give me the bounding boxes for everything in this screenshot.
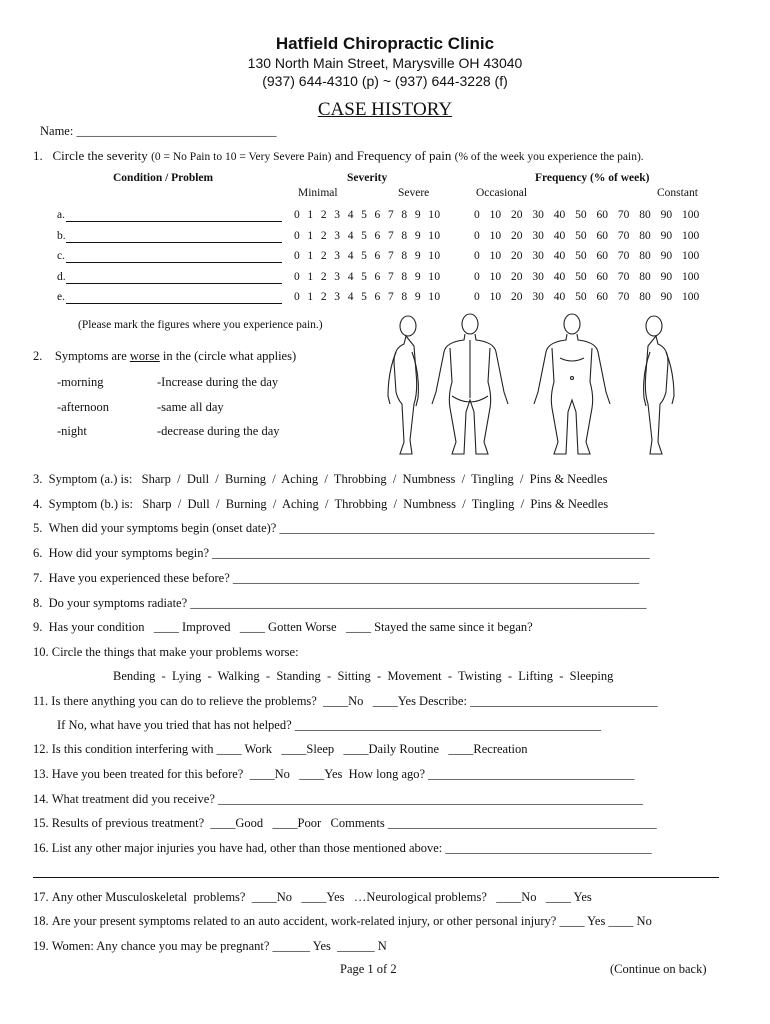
question-text: Are your present symptoms related to an auto accident, work-related injury, or other personal injury? ____ Yes ____ No [51,914,652,928]
question-number: 8. [33,596,43,610]
severe-label: Severe [398,187,430,199]
row-label: a. [57,209,65,221]
row-label: e. [57,291,65,303]
question-number: 19. [33,939,49,953]
question-number: 7. [33,571,43,585]
option-morning[interactable]: -morning [57,375,104,389]
question-text: Symptom (a.) is: Sharp / Dull / Burning / Aching / Throbbing / Numbness / Tingling / Pins & Needles [48,472,608,486]
row-label: c. [57,250,65,262]
question-number: 9. [33,620,43,634]
question-number: 13. [33,767,49,781]
q1-text-c: and Frequency of pain [334,148,452,163]
question-5[interactable] [33,521,654,536]
question-text: Women: Any chance you may be pregnant? ______ Yes ______ N [51,939,387,953]
question-3[interactable] [33,472,607,487]
name-field[interactable]: Name: ________________________________ [40,124,277,138]
q2-number: 2. [33,349,43,363]
question-text: Is this condition interfering with ____ Work ____Sleep ____Daily Routine ____Recreation [51,742,528,756]
question-number: 5. [33,521,43,535]
condition-input-line[interactable] [66,303,282,304]
severity-scale[interactable]: 0 1 2 3 4 5 6 7 8 9 10 [294,230,441,242]
question-text: Any other Musculoskeletal problems? ____No ____Yes …Neurological problems? ____No ____ Yes [51,890,592,904]
q1-text-a: Circle the severity [52,148,148,163]
clinic-phone: (937) 644-4310 (p) ~ (937) 644-3228 (f) [262,73,508,89]
question-13[interactable] [33,767,634,782]
question-16-extra-line[interactable] [33,877,719,878]
question-number: 18. [33,914,49,928]
question-10 [33,645,299,660]
question-7[interactable] [33,571,639,586]
question-text: Is there anything you can do to relieve the problems? ____No ____Yes Describe: ______________________________ [51,694,658,708]
q1-text-b: (0 = No Pain to 10 = Very Severe Pain) [151,151,332,163]
body-figure-side-left[interactable] [388,316,418,454]
form-title: CASE HISTORY [317,99,453,120]
option-increase[interactable]: -Increase during the day [157,375,279,389]
question-text: What treatment did you receive? ____________________________________________________________________ [51,792,643,806]
frequency-scale[interactable]: 0 10 20 30 40 50 60 70 80 90 100 [474,250,700,262]
question-number: 17. [33,890,49,904]
severity-scale[interactable]: 0 1 2 3 4 5 6 7 8 9 10 [294,250,441,262]
option-night[interactable]: -night [57,424,87,438]
occasional-label: Occasional [476,187,528,199]
condition-input-line[interactable] [66,242,282,243]
question-text: List any other major injuries you have had, other than those mentioned above: _________________________________ [51,841,652,855]
question-8[interactable] [33,596,647,611]
body-figure-back[interactable] [432,314,508,454]
q2-worse: worse [129,349,160,363]
frequency-scale[interactable]: 0 10 20 30 40 50 60 70 80 90 100 [474,209,700,221]
question-text: Do your symptoms radiate? _________________________________________________________________________ [48,596,647,610]
continue-note: (Continue on back) [610,962,707,976]
question-number: 12. [33,742,49,756]
frequency-scale[interactable]: 0 10 20 30 40 50 60 70 80 90 100 [474,230,700,242]
condition-input-line[interactable] [66,221,282,222]
option-afternoon[interactable]: -afternoon [57,400,110,414]
question-number: 15. [33,816,49,830]
clinic-name: Hatfield Chiropractic Clinic [275,34,495,53]
body-diagram[interactable] [368,312,698,462]
question-12[interactable] [33,742,528,757]
constant-label: Constant [657,187,698,199]
option-same[interactable]: -same all day [157,400,224,414]
question-text: Have you experienced these before? _________________________________________________________________ [48,571,640,585]
question-number: 3. [33,472,43,486]
col-severity-header: Severity [347,172,388,184]
question-number: 6. [33,546,43,560]
page-number: Page 1 of 2 [340,962,397,976]
question-number: 10. [33,645,49,659]
q2-text-a: Symptoms are [54,349,127,363]
question-18[interactable] [33,914,652,929]
row-label: d. [57,271,66,283]
q1-number: 1. [33,148,43,163]
severity-scale[interactable]: 0 1 2 3 4 5 6 7 8 9 10 [294,291,441,303]
question-number: 11. [33,694,49,708]
col-condition-header: Condition / Problem [113,172,214,184]
frequency-scale[interactable]: 0 10 20 30 40 50 60 70 80 90 100 [474,291,700,303]
question-text: How did your symptoms begin? ______________________________________________________________________ [48,546,650,560]
question-19[interactable] [33,939,387,954]
pain-figures-note: (Please mark the figures where you experience pain.) [78,319,323,331]
row-label: b. [57,230,66,242]
body-figure-front[interactable] [534,314,610,454]
severity-scale[interactable]: 0 1 2 3 4 5 6 7 8 9 10 [294,271,441,283]
col-frequency-header: Frequency (% of week) [535,172,650,184]
frequency-scale[interactable]: 0 10 20 30 40 50 60 70 80 90 100 [474,271,700,283]
minimal-label: Minimal [298,187,338,199]
q2-line [33,349,296,364]
question-number: 14. [33,792,49,806]
question-11[interactable] [33,694,658,709]
worse-activities-options[interactable]: Bending - Lying - Walking - Standing - Sitting - Movement - Twisting - Lifting - Sleeping [113,669,614,683]
question-text: Results of previous treatment? ____Good ____Poor Comments ___________________________________________ [51,816,657,830]
severity-scale[interactable]: 0 1 2 3 4 5 6 7 8 9 10 [294,209,441,221]
question-text: When did your symptoms begin (onset date)? ____________________________________________________________ [48,521,655,535]
condition-input-line[interactable] [66,283,282,284]
question-text: Have you been treated for this before? ____No ____Yes How long ago? _________________________________ [51,767,635,781]
question-text: Symptom (b.) is: Sharp / Dull / Burning / Aching / Throbbing / Numbness / Tingling / Pins & Needles [48,497,609,511]
question-4[interactable] [33,497,608,512]
question-9[interactable] [33,620,533,635]
q2-text-b: in the (circle what applies) [162,349,297,363]
question-number: 4. [33,497,43,511]
q1-text-d: (% of the week you experience the pain). [454,151,644,163]
question-15[interactable] [33,816,657,831]
question-17[interactable] [33,890,592,905]
option-decrease[interactable]: -decrease during the day [157,424,280,438]
condition-input-line[interactable] [66,262,282,263]
question-16[interactable] [33,841,652,856]
q1-line [33,148,644,164]
question-number: 16. [33,841,49,855]
question-6[interactable] [33,546,650,561]
body-figure-side-right[interactable] [644,316,674,454]
question-11-followup[interactable]: If No, what have you tried that has not helped? _________________________________________________ [57,718,602,732]
question-14[interactable] [33,792,643,807]
clinic-address: 130 North Main Street, Marysville OH 43040 [247,55,523,71]
question-text: Circle the things that make your problems worse: [51,645,299,659]
question-text: Has your condition ____ Improved ____ Gotten Worse ____ Stayed the same since it began? [48,620,533,634]
